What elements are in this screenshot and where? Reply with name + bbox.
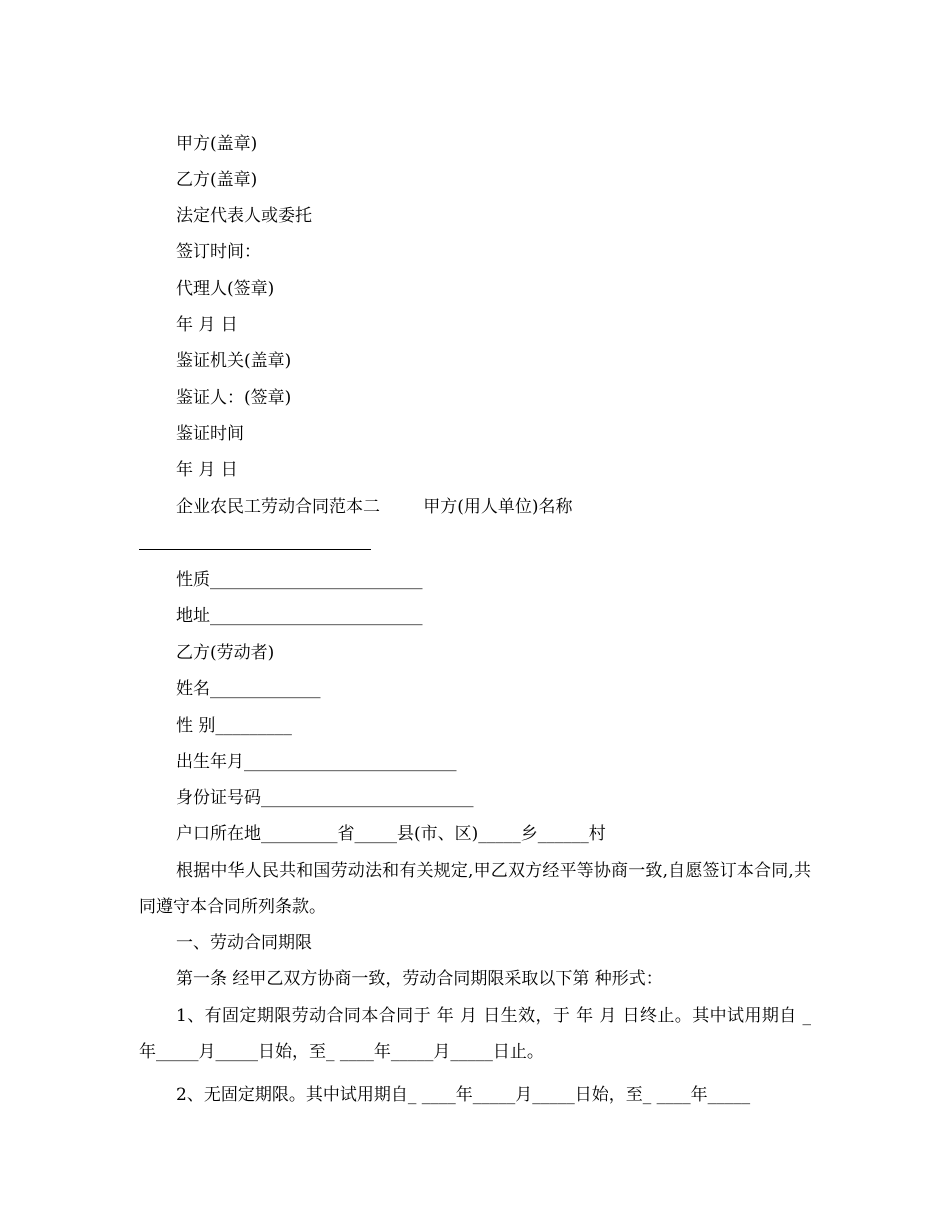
authentication-time: 鉴证时间 xyxy=(176,424,244,444)
contract-template-title: 企业农民工劳动合同范本二 甲方(用人单位)名称 xyxy=(176,497,573,517)
name-field: 姓名_____________ xyxy=(176,679,321,699)
authentication-office-seal: 鉴证机关(盖章) xyxy=(176,351,292,371)
household-registration-field: 户口所在地_________省_____县(市、区)_____乡______村 xyxy=(176,824,606,844)
id-number-field: 身份证号码_________________________ xyxy=(176,788,474,808)
birth-date-field: 出生年月_________________________ xyxy=(176,752,457,772)
date-line: 年 月 日 xyxy=(176,460,238,480)
date-line: 年 月 日 xyxy=(176,315,238,335)
gender-field: 性 别_________ xyxy=(176,716,292,736)
signing-time: 签订时间： xyxy=(176,242,261,262)
nature-field: 性质_________________________ xyxy=(176,570,423,590)
fixed-term-clause: 1、有固定期限劳动合同本合同于 年 月 日生效，于 年 月 日终止。其中试用期自 _年_____月_____日始，至_ ____年_____月_____日止。 xyxy=(139,1006,811,1062)
preamble-paragraph: 根据中华人民共和国劳动法和有关规定,甲乙双方经平等协商一致,自愿签订本合同,共同遵守本合同所列条款。 xyxy=(139,861,811,917)
section-heading-contract-term: 一、劳动合同期限 xyxy=(176,933,312,953)
legal-representative: 法定代表人或委托 xyxy=(176,206,312,226)
authenticator-signature: 鉴证人：(签章) xyxy=(176,388,292,408)
party-b-seal: 乙方(盖章) xyxy=(176,170,258,190)
party-a-seal: 甲方(盖章) xyxy=(176,134,258,154)
open-ended-term-clause: 2、无固定期限。其中试用期自_ ____年_____月_____日始，至_ ____年_____ xyxy=(176,1085,751,1105)
article-one: 第一条 经甲乙双方协商一致，劳动合同期限采取以下第 种形式： xyxy=(176,969,663,989)
party-b-worker: 乙方(劳动者) xyxy=(176,643,275,663)
address-field: 地址_________________________ xyxy=(176,606,423,626)
name-blank-rule xyxy=(139,549,371,550)
agent-signature: 代理人(签章) xyxy=(176,279,275,299)
